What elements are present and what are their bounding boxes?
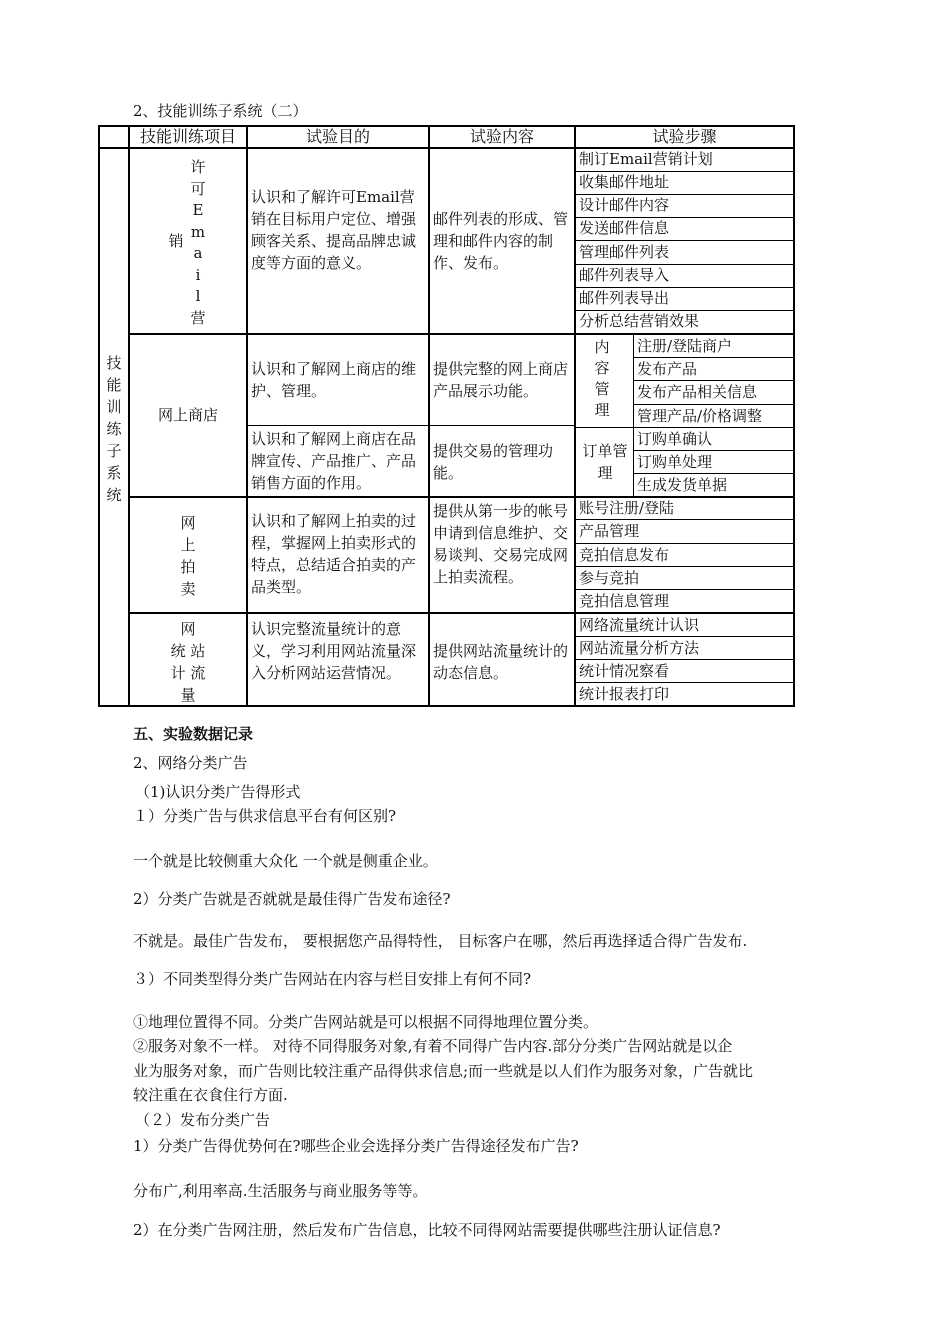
project-store: 网上商店 [157,406,218,424]
purpose-store-2: 认识和了解网上商店在品牌宣传、产品推广、产品销售方面的作用。 [251,430,417,492]
question-2: 2）分类广告就是否就就是最佳得广告发布途径? [133,890,451,908]
step: 发布产品 [637,360,698,378]
step: 分析总结营销效果 [579,312,700,330]
step: 管理产品/价格调整 [637,407,763,425]
answer-3-line2: ②服务对象不一样。 对待不同得服务对象,有着不同得广告内容.部分分类广告网站就是以企 [133,1037,733,1055]
content-store-2: 提供交易的管理功能。 [433,442,554,482]
answer-3-line3: 业为服务对象，而广告则比较注重产品得供求信息;而一些就是以人们作为服务对象，广告就比 [133,1062,754,1080]
step: 账号注册/登陆 [579,499,675,517]
project-auction: 网 上 拍 卖 [180,514,196,598]
step: 发布产品相关信息 [637,383,758,401]
header-steps: 试验步骤 [652,127,717,146]
purpose-auction: 认识和了解网上拍卖的过程，掌握网上拍卖形式的特点，总结适合拍卖的产品类型。 [251,512,417,596]
subheading-ads: 2、网络分类广告 [133,754,248,772]
step: 订购单确认 [637,430,713,448]
step: 竞拍信息发布 [579,546,670,564]
question-3: ３）不同类型得分类广告网站在内容与栏目安排上有何不同? [133,970,532,988]
purpose-email: 认识和了解许可Email营销在目标用户定位、增强顾客关系、提高品牌忠诚度等方面的意义。 [251,188,417,272]
sublabel-order-mgmt: 订单管 理 [582,442,628,482]
question-4: 1）分类广告得优势何在?哪些企业会选择分类广告得途径发布广告? [133,1137,579,1155]
step: 管理邮件列表 [579,243,670,261]
step: 注册/登陆商户 [637,337,733,355]
step: 生成发货单据 [637,476,728,494]
answer-3-line1: ①地理位置得不同。分类广告网站就是可以根据不同得地理位置分类。 [133,1013,599,1031]
header-content: 试验内容 [469,127,534,146]
question-5: 2）在分类广告网注册，然后发布广告信息，比较不同得网站需要提供哪些注册认证信息? [133,1221,721,1239]
header-purpose: 试验目的 [305,127,370,146]
purpose-traffic: 认识完整流量统计的意义，学习利用网站流量深入分析网站运营情况。 [251,620,417,682]
group-label: 技 能 训 练 子 系 统 [106,354,122,504]
purpose-store-1: 认识和了解网上商店的维护、管理。 [251,360,417,400]
answer-3-line4: 较注重在衣食住行方面. [133,1086,288,1104]
step: 邮件列表导出 [579,289,670,307]
heading-data-record: 五、实验数据记录 [133,725,254,743]
step: 网站流量分析方法 [579,639,700,657]
content-email: 邮件列表的形成、管理和邮件内容的制作、发布。 [433,210,569,272]
step: 参与竞拍 [579,569,640,587]
step: 竞拍信息管理 [579,592,670,610]
content-store-1: 提供完整的网上商店产品展示功能。 [433,360,569,400]
step: 订购单处理 [637,453,713,471]
step: 制订Email营销计划 [579,150,713,168]
step: 网络流量统计认识 [579,616,700,634]
question-1: １）分类广告与供求信息平台有何区别? [133,807,397,825]
project-email: 许 可 E m a i l 营 [190,158,206,327]
step: 统计报表打印 [579,685,670,703]
subheading-publish: （２）发布分类广告 [135,1111,271,1129]
project-traffic: 网 统 站 计 流 量 [170,620,206,704]
answer-1: 一个就是比较侧重大众化 一个就是侧重企业。 [133,852,438,870]
content-auction: 提供从第一步的帐号申请到信息维护、交易谈判、交易完成网上拍卖流程。 [433,502,569,586]
step: 设计邮件内容 [579,196,670,214]
step: 收集邮件地址 [579,173,670,191]
subheading-forms: （1)认识分类广告得形式 [135,783,301,801]
answer-4: 分布广,利用率高.生活服务与商业服务等等。 [133,1182,428,1200]
step: 发送邮件信息 [579,219,670,237]
project-email-side: 销 [168,232,184,250]
step: 产品管理 [579,522,640,540]
sublabel-content-mgmt: 内 容 管 理 [594,338,610,419]
answer-2: 不就是。最佳广告发布， 要根据您产品得特性， 目标客户在哪，然后再选择适合得广告发布. [133,932,748,950]
header-project: 技能训练项目 [139,127,236,146]
section-title: 2、技能训练子系统（二） [133,102,308,120]
step: 统计情况察看 [579,662,670,680]
content-traffic: 提供网站流量统计的动态信息。 [433,642,569,682]
step: 邮件列表导入 [579,266,670,284]
